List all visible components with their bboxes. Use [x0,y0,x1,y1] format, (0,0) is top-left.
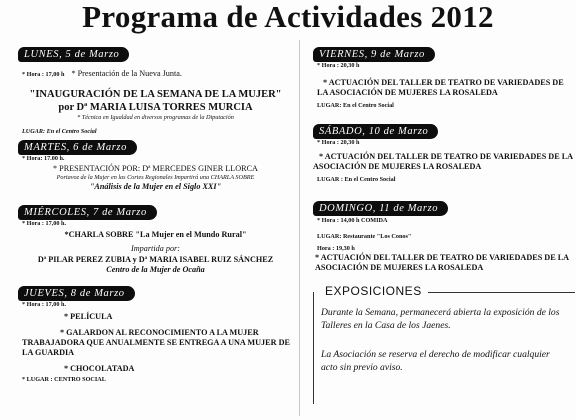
day-lunes [18,44,293,136]
exposiciones-text2: La Asociación se reserva el derecho de modificar cualquier acto sin previo aviso. [321,349,550,373]
sabado-hora: * Hora : 20,30 h [317,139,360,146]
domingo-lugar: LUGAR: Restaurante "Los Conos" [317,233,412,240]
day-martes [18,137,293,192]
day-sabado [313,121,575,184]
exposiciones-box [313,284,575,404]
miercoles-impartida: Impartida por: [131,244,180,253]
domingo-hora: * Hora : 14,00 h COMIDA [317,217,388,224]
sabado-lugar: LUGAR : En el Centro Social [317,176,396,183]
jueves-lugar: * LUGAR : CENTRO SOCIAL [22,376,106,383]
martes-portavoz: Portavoz de la Mujer en las Cortes Regionales Impartirá una CHARLA SOBRE [56,174,255,181]
day-header-martes: MARTES, 6 de Marzo [18,140,137,155]
viernes-actuacion: * ACTUACIÓN DEL TALLER DE TEATRO DE VARIEDADES DE LA ASOCIACIÓN DE MUJERES LA ROSALEDA [317,78,564,97]
exposiciones-text1: Durante la Semana, permanecerá abierta la exposición de los Talleres en la Casa de los Jaenes. [321,307,560,331]
exposiciones-top-rule [421,292,575,293]
lunes-inauguracion: "INAUGURACIÓN DE LA SEMANA DE LA MUJER" [29,89,282,100]
day-miercoles [18,202,293,275]
day-viernes [313,44,573,110]
lunes-por: por Dª MARIA LUISA TORRES MURCIA [58,101,253,113]
lunes-tecnica: * Técnica en Igualdad en diversos programas de la Diputación [77,114,234,121]
viernes-hora: * Hora : 20,30 h [317,62,360,69]
lunes-presentacion: * Presentación de la Nueva Junta. [71,69,182,78]
miercoles-hora: * Hora : 17,00 h. [22,220,66,227]
jueves-galardon-text: * GALARDON AL RECONOCIMIENTO A LA MUJER TRABAJADORA QUE ANUALMENTE SE ENTREGA A UNA MUJER DE LA GUARDIA [22,328,290,357]
day-domingo [313,198,575,273]
exposiciones-left-rule [313,292,314,404]
day-header-domingo: DOMINGO, 11 de Marzo [313,201,448,216]
lunes-lugar: LUGAR: En el Centro Social [22,128,97,135]
jueves-pelicula: * PELÍCULA [64,312,113,321]
miercoles-ponentes: Dª PILAR PEREZ ZUBIA y Dª MARIA ISABEL RUIZ SÁNCHEZ [37,255,274,264]
day-header-lunes: LUNES, 5 de Marzo [18,47,129,62]
domingo-actuacion: * ACTUACIÓN DEL TALLER DE TEATRO DE VARIEDADES DE LA ASOCIACIÓN DE MUJERES LA ROSALEDA [315,253,569,272]
martes-analisis: "Análisis de la Mujer en el Siglo XXI" [89,182,222,191]
miercoles-charla: *CHARLA SOBRE "La Mujer en el Mundo Rural" [64,230,247,239]
domingo-hora2: Hora : 19,30 h [317,245,355,252]
exposiciones-title: EXPOSICIONES [319,284,428,298]
jueves-chocolatada: * CHOCOLATADA [64,364,135,373]
jueves-hora: * Hora : 17,00 h. [22,301,66,308]
page-fold-divider [299,40,300,416]
sabado-actuacion: * ACTUACIÓN DEL TALLER DE TEATRO DE VARIEDADES DE LA ASOCIACIÓN DE MUJERES LA ROSALEDA [313,152,573,171]
page-title: Programa de Actividades 2012 [82,0,494,34]
martes-presentacion: * PRESENTACIÓN POR: Dª MERCEDES GINER LLORCA [53,164,258,173]
jueves-galardon [22,328,293,358]
day-header-viernes: VIERNES, 9 de Marzo [313,47,435,62]
lunes-hora: * Hora : 17,00 h [22,71,65,78]
day-header-sabado: SÁBADO, 10 de Marzo [313,124,438,139]
day-jueves [18,283,293,384]
viernes-lugar: LUGAR: En el Centro Social [317,102,394,109]
martes-hora: * Hora: 17.00 h. [22,155,65,162]
miercoles-centro: Centro de la Mujer de Ocaña [106,265,205,274]
day-header-miercoles: MIÉRCOLES, 7 de Marzo [18,205,157,220]
day-header-jueves: JUEVES, 8 de Marzo [18,286,135,301]
